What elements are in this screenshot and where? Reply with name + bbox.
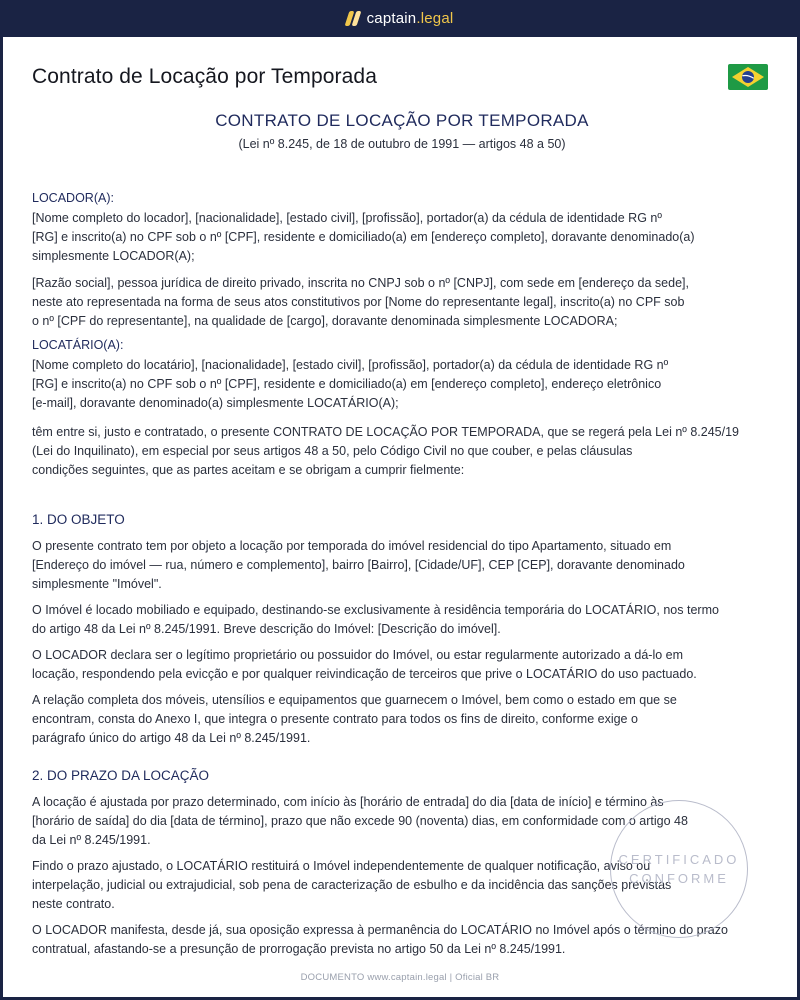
- text-line: simplesmente "Imóvel".: [32, 577, 162, 591]
- contract-subheading: (Lei nº 8.245, de 18 de outubro de 1991 — artigos 48 a 50): [238, 137, 566, 151]
- text-line: [Nome completo do locador], [nacionalidade], [estado civil], [profissão], portador(a) da cédula de identidade RG nº: [32, 211, 662, 225]
- locatario-paragraph: [32, 356, 772, 413]
- text-line: locação, respondendo pela evicção e por qualquer reivindicação de terceiros que prive o LOCATÁRIO do uso pactuado.: [32, 667, 697, 681]
- text-line: [RG] e inscrito(a) no CPF sob o nº [CPF], residente e domiciliado(a) em [endereço completo], endereço eletrônico: [32, 377, 662, 391]
- brand-suffix: .legal: [416, 10, 454, 27]
- text-line: contratual, afastando-se a presunção de prorrogação prevista no artigo 50 da Lei nº 8.245/1991.: [32, 942, 566, 956]
- text-line: simplesmente LOCADOR(A);: [32, 249, 195, 263]
- text-line: [horário de saída] do dia [data de término], prazo que não excede 90 (noventa) dias, em conformidade com o artigo 48: [32, 814, 688, 828]
- locatario-label: LOCATÁRIO(A):: [32, 338, 124, 352]
- preamble-paragraph: [32, 423, 772, 480]
- brazil-flag-icon: [728, 64, 768, 90]
- seal-line-2: CONFORME: [629, 871, 729, 886]
- text-line: parágrafo único do artigo 48 da Lei nº 8.245/1991.: [32, 731, 311, 745]
- brand-logo[interactable]: [347, 10, 454, 27]
- text-line: [e-mail], doravante denominado(a) simplesmente LOCATÁRIO(A);: [32, 396, 399, 410]
- document-page: [3, 37, 797, 997]
- text-line: A relação completa dos móveis, utensílios e equipamentos que guarnecem o Imóvel, bem como o estado em que se: [32, 693, 677, 707]
- text-line: [Razão social], pessoa jurídica de direito privado, inscrita no CNPJ sob o nº [CNPJ], com sede em [endereço da sede],: [32, 276, 689, 290]
- document-footer: DOCUMENTO www.captain.legal | Oficial BR: [300, 972, 500, 983]
- text-line: O presente contrato tem por objeto a locação por temporada do imóvel residencial do tipo Apartamento, situado em: [32, 539, 672, 553]
- locador-label: LOCADOR(A):: [32, 191, 114, 205]
- text-line: neste ato representada na forma de seus atos constitutivos por [Nome do representante legal], inscrito(a) no CPF sob: [32, 295, 685, 309]
- contract-heading: CONTRATO DE LOCAÇÃO POR TEMPORADA: [215, 111, 589, 130]
- text-line: (Lei do Inquilinato), em especial por seus artigos 48 a 50, pelo Código Civil no que couber, e pelas cláusulas: [32, 444, 633, 458]
- text-line: O LOCADOR manifesta, desde já, sua oposição expressa à permanência do LOCATÁRIO no Imóvel após o término do prazo: [32, 923, 728, 937]
- text-line: encontram, consta do Anexo I, que integra o presente contrato para todos os fins de direito, conforme exige o: [32, 712, 638, 726]
- text-line: [RG] e inscrito(a) no CPF sob o nº [CPF], residente e domiciliado(a) em [endereço completo], doravante denominado(a): [32, 230, 695, 244]
- section-title-objeto: 1. DO OBJETO: [32, 512, 125, 527]
- objeto-paragraph-3: [32, 646, 772, 684]
- text-line: condições seguintes, que as partes aceitam e se obrigam a cumprir fielmente:: [32, 463, 465, 477]
- text-line: [Nome completo do locatário], [nacionalidade], [estado civil], [profissão], portador(a) da cédula de identidade RG nº: [32, 358, 669, 372]
- locador-pf-paragraph: [32, 209, 772, 266]
- text-line: neste contrato.: [32, 897, 115, 911]
- objeto-paragraph-1: [32, 537, 772, 594]
- certification-seal: [610, 800, 748, 938]
- page-title: Contrato de Locação por Temporada: [32, 65, 377, 88]
- objeto-paragraph-4: [32, 691, 772, 748]
- top-bar: [0, 0, 800, 37]
- text-line: Findo o prazo ajustado, o LOCATÁRIO restituirá o Imóvel independentemente de qualquer notificação, aviso ou: [32, 859, 651, 873]
- brand-name: captain: [366, 10, 417, 27]
- seal-line-1: CERTIFICADO: [618, 852, 740, 867]
- captain-logo-icon: [344, 11, 361, 26]
- text-line: O Imóvel é locado mobiliado e equipado, destinando-se exclusivamente à residência temporária do LOCATÁRIO, nos termo: [32, 603, 719, 617]
- text-line: A locação é ajustada por prazo determinado, com início às [horário de entrada] do dia [data de início] e término às: [32, 795, 664, 809]
- locador-pj-paragraph: [32, 274, 772, 331]
- text-line: têm entre si, justo e contratado, o presente CONTRATO DE LOCAÇÃO POR TEMPORADA, que se regerá pela Lei nº 8.245/19: [32, 425, 739, 439]
- text-line: o nº [CPF do representante], na qualidade de [cargo], doravante denominada simplesmente LOCADORA;: [32, 314, 618, 328]
- text-line: interpelação, judicial ou extrajudicial, sob pena de caracterização de esbulho e da incidência das sanções previstas: [32, 878, 672, 892]
- section-title-prazo: 2. DO PRAZO DA LOCAÇÃO: [32, 768, 210, 783]
- text-line: do artigo 48 da Lei nº 8.245/1991. Breve descrição do Imóvel: [Descrição do imóvel].: [32, 622, 501, 636]
- objeto-paragraph-2: [32, 601, 772, 639]
- text-line: [Endereço do imóvel — rua, número e complemento], bairro [Bairro], [Cidade/UF], CEP [CEP], doravante denominado: [32, 558, 685, 572]
- text-line: da Lei nº 8.245/1991.: [32, 833, 151, 847]
- text-line: O LOCADOR declara ser o legítimo proprietário ou possuidor do Imóvel, ou estar regularmente autorizado a dá-lo em: [32, 648, 684, 662]
